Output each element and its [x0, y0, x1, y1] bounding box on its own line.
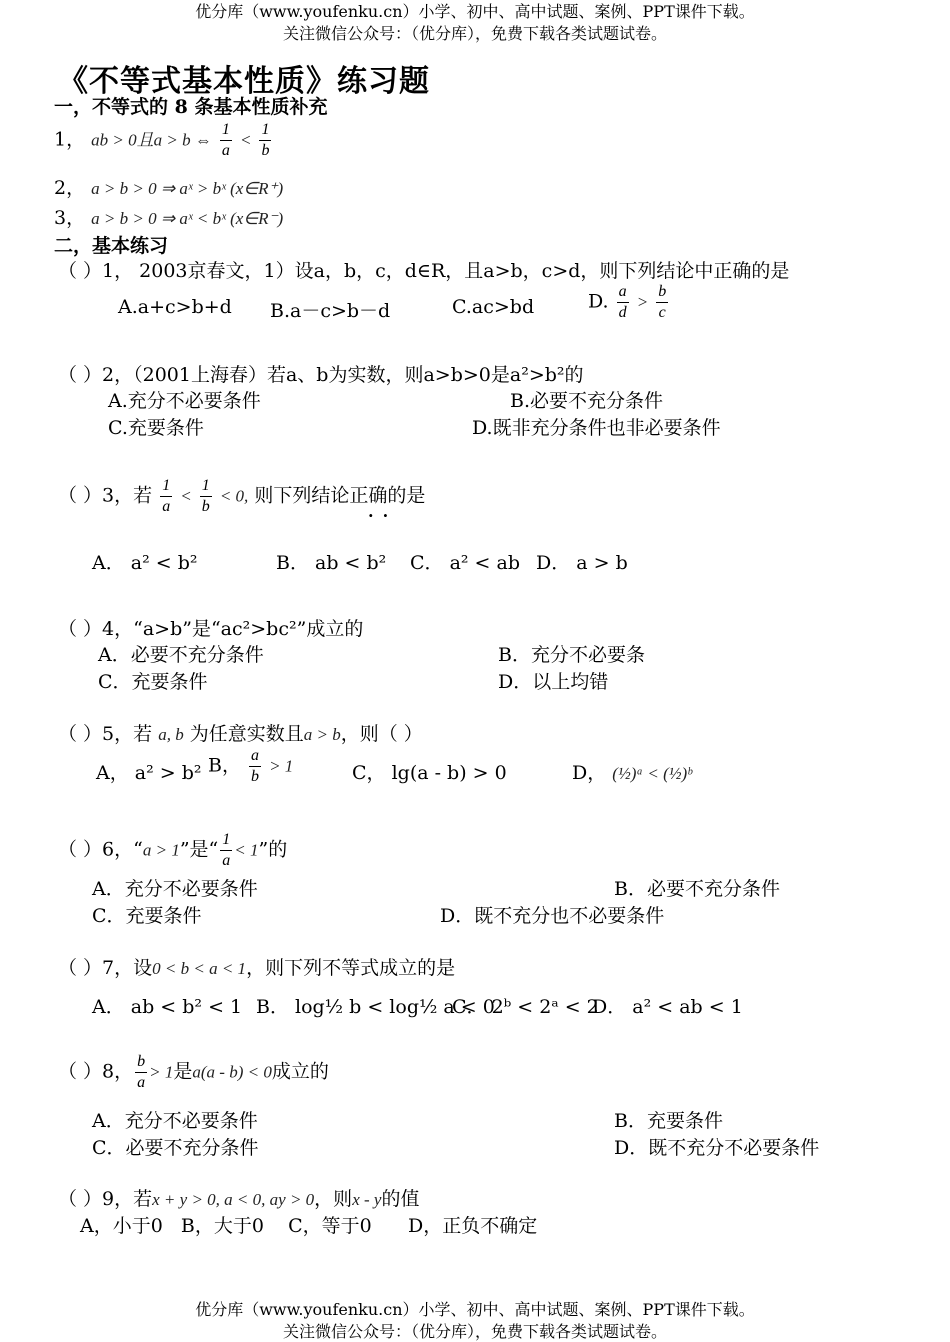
s1-item-3-num: 3，	[54, 207, 86, 229]
s1-item-2	[54, 173, 283, 200]
q7-option-d: D． a² < ab < 1	[592, 996, 743, 1018]
q5-stem: （ ）5，若 a, b 为任意实数且a > b，则（ ）	[58, 723, 423, 745]
q9-options: A，小于0 B，大于0 C，等于0 D，正负不确定	[80, 1215, 538, 1237]
q9-stem: （ ）9，若x + y > 0, a < 0, ay > 0，则x - y的值	[58, 1188, 420, 1210]
q3-emphasis-dots: ··	[368, 506, 398, 525]
footer-line-2: 关注微信公众号：（优分库），免费下载各类试题试卷。	[282, 1322, 667, 1341]
header-line-2: 关注微信公众号：（优分库），免费下载各类试题试卷。	[282, 24, 667, 43]
q6-option-d: D．既不充分也不必要条件	[440, 905, 665, 927]
s1-item-1-lead: ab > 0且a > b ⇔	[91, 130, 212, 150]
page-title: 《不等式基本性质》练习题	[58, 64, 430, 99]
q5-option-a: A， a² > b²	[96, 762, 202, 784]
q3-stem: （ ）3，若 $\frac{1}{a}$ < $\frac{1}{b}$ < 0, 则下列结论正确的是	[58, 477, 426, 515]
q7-option-a: A． ab < b² < 1	[92, 996, 243, 1018]
header-line-1: 优分库（www.youfenku.cn）小学、初中、高中试题、案例、PPT课件下载。	[195, 2, 755, 21]
q4-option-c: C．充要条件	[98, 671, 208, 693]
q7-stem: （ ）7，设0 < b < a < 1，则下列不等式成立的是	[58, 957, 456, 979]
q1-option-a: A.a+c>b+d	[118, 296, 232, 318]
s1-item-3	[54, 203, 283, 230]
s1-item-2-expr: a > b > 0 ⇒ aˣ > bˣ (x∈R⁺)	[91, 179, 284, 198]
q8-option-a: A．充分不必要条件	[92, 1110, 258, 1132]
s1-item-2-num: 2，	[54, 177, 86, 199]
footer-line-1: 优分库（www.youfenku.cn）小学、初中、高中试题、案例、PPT课件下载。	[195, 1300, 755, 1319]
q3-option-d: D． a > b	[536, 552, 628, 574]
s1-item-1-frac1: $\frac{1}{a}$	[221, 121, 230, 159]
q5-option-d: D， (½)ᵃ < (½)ᵇ	[572, 762, 692, 784]
q6-option-c: C．充要条件	[92, 905, 202, 927]
q8-option-b: B．充要条件	[614, 1110, 723, 1132]
q5-option-c: C， lg(a - b) > 0	[352, 762, 507, 784]
q7-option-c: C． 2ᵇ < 2ᵃ < 2	[452, 996, 599, 1018]
q3-option-a: A． a² < b²	[92, 552, 198, 574]
q3-option-c: C． a² < ab	[410, 552, 521, 574]
q8-stem: （ ）8， $\frac{b}{a}$ > 1是a(a - b) < 0成立的	[58, 1053, 329, 1091]
q1-option-b: B.a－c>b－d	[270, 300, 391, 322]
q8-option-d: D．既不充分不必要条件	[614, 1137, 820, 1159]
q4-option-d: D．以上均错	[498, 671, 609, 693]
q4-option-a: A．必要不充分条件	[98, 644, 264, 666]
q2-option-b: B.必要不充分条件	[510, 390, 664, 412]
s1-item-1-num: 1，	[54, 128, 86, 151]
q2-option-a: A.充分不必要条件	[108, 390, 261, 412]
q4-option-b: B．充分不必要条	[498, 644, 645, 666]
q6-option-a: A．充分不必要条件	[92, 878, 258, 900]
s1-item-1-frac2: $\frac{1}{b}$	[261, 121, 270, 159]
q8-option-c: C．必要不充分条件	[92, 1137, 259, 1159]
q4-stem: （ ）4，“a>b”是“ac²>bc²”成立的	[58, 618, 364, 640]
q1-option-d: D. $\frac{a}{d}$ > $\frac{b}{c}$	[588, 283, 667, 321]
s1-item-3-expr: a > b > 0 ⇒ aˣ < bˣ (x∈R⁻)	[91, 209, 284, 228]
q5-option-b: B， $\frac{a}{b}$ > 1	[208, 747, 294, 785]
section2-heading: 二，基本练习	[54, 235, 169, 257]
q1-option-c: C.ac>bd	[452, 296, 535, 318]
q3-option-b: B． ab < b²	[276, 552, 387, 574]
q6-stem: （ ）6，“a > 1”是“ $\frac{1}{a}$ < 1”的	[58, 831, 288, 869]
s1-item-1	[54, 122, 273, 159]
q7-option-b: B． log½ b < log½ a < 0	[256, 996, 495, 1018]
s1-item-1-op: <	[239, 130, 252, 150]
q2-stem: （ ）2，（2001上海春）若a、b为实数，则a>b>0是a²>b²的	[58, 364, 584, 386]
q6-option-b: B．必要不充分条件	[614, 878, 780, 900]
section1-heading: 一，不等式的 8 条基本性质补充	[54, 96, 328, 118]
q2-option-d: D.既非充分条件也非必要条件	[472, 417, 721, 439]
q2-option-c: C.充要条件	[108, 417, 204, 439]
q1-stem: （ ）1， 2003京春文，1）设a，b，c，d∈R，且a>b，c>d，则下列结论中正确的是	[58, 260, 790, 282]
